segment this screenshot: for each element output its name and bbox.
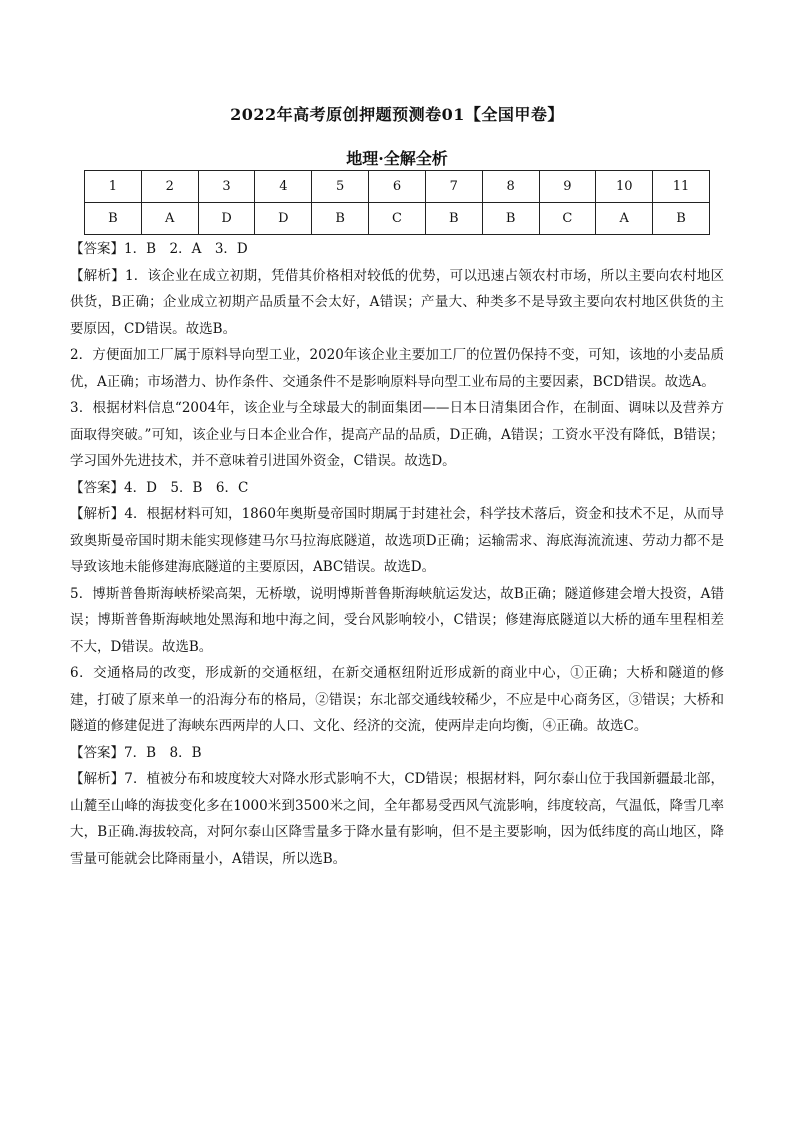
answer-line — [70, 475, 724, 502]
answer-table-answer-row — [85, 203, 710, 235]
question-number: 7 — [425, 171, 482, 203]
answer-label: 【答案】 — [70, 479, 124, 496]
page-subtitle: 地理·全解全析 — [346, 149, 448, 168]
answer-cell: B — [425, 203, 482, 235]
question-number: 6 — [369, 171, 426, 203]
analysis-text: 6．交通格局的改变，形成新的交通枢纽，在新交通枢纽附近形成新的商业中心，①正确；大桥和隧道的修建，打破了原来单一的沿海分布的格局，②错误；东北部交通线较稀少，不应是中心商务区，③错误；大桥和隧道的修建促进了海峡东西两岸的人口、文化、经济的交流，使两岸走向均衡，④正确。故选C。 — [70, 665, 724, 734]
analysis-label: 【解析】 — [70, 506, 125, 522]
analysis-paragraph — [70, 766, 724, 872]
answer-table-number-row — [85, 171, 710, 203]
answer-text: 1．B 2．A 3．D — [124, 241, 248, 257]
answer-cell: B — [653, 203, 710, 235]
analysis-paragraph — [70, 263, 724, 343]
question-number: 5 — [312, 171, 369, 203]
analysis-paragraph — [70, 501, 724, 581]
question-number: 10 — [596, 171, 653, 203]
question-number: 9 — [539, 171, 596, 203]
analysis-text: 2．方便面加工厂属于原料导向型工业，2020年该企业主要加工厂的位置仍保持不变，可知，该地的小麦品质优，A正确；市场潜力、协作条件、交通条件不是影响原料导向型工业布局的主要因素，BCD错误。故选A。 — [70, 347, 724, 390]
analysis-label: 【解析】 — [70, 771, 125, 787]
analysis-text: 4．根据材料可知，1860年奥斯曼帝国时期属于封建社会，科学技术落后，资金和技术不足，从而导致奥斯曼帝国时期未能实现修建马尔马拉海底隧道，故选项D正确；运输需求、海底海流流速、劳动力都不是导致该地未能修建海底隧道的主要原因，ABC错误。故选D。 — [70, 506, 724, 575]
answer-table — [84, 170, 710, 235]
answer-cell: D — [198, 203, 255, 235]
answer-line — [70, 740, 724, 767]
answer-cell: C — [539, 203, 596, 235]
analysis-paragraph — [70, 581, 724, 661]
analysis-paragraph — [70, 395, 724, 475]
analysis-paragraph — [70, 342, 724, 395]
answer-cell: A — [596, 203, 653, 235]
analysis-text: 3．根据材料信息“2004年，该企业与全球最大的制面集团——日本日清集团合作，在制面、调味以及营养方面取得突破。”可知，该企业与日本企业合作，提高产品的品质，D正确，A错误；工资水平没有降低，B错误；学习国外先进技术，并不意味着引进国外资金，C错误。故选D。 — [70, 400, 724, 469]
answer-text: 7．B 8．B — [124, 744, 202, 761]
question-number: 2 — [141, 171, 198, 203]
answer-cell: A — [141, 203, 198, 235]
question-number: 11 — [653, 171, 710, 203]
answer-cell: D — [255, 203, 312, 235]
analysis-text: 1．该企业在成立初期，凭借其价格相对较低的优势，可以迅速占领农村市场，所以主要向农村地区供货，B正确；企业成立初期产品质量不会太好，A错误；产量大、种类多不是导致主要向农村地区供货的主要原因，CD错误。故选B。 — [70, 267, 725, 337]
question-number: 3 — [198, 171, 255, 203]
answer-cell: B — [312, 203, 369, 235]
question-number: 8 — [482, 171, 539, 203]
answer-label: 【答案】 — [70, 744, 124, 761]
question-number: 1 — [85, 171, 142, 203]
analysis-text: 7．植被分布和坡度较大对降水形式影响不大，CD错误；根据材料，阿尔泰山位于我国新疆最北部，山麓至山峰的海拔变化多在1000米到3500米之间，全年都易受西风气流影响，纬度较高，气温低，降雪几率大，B正确.海拔较高，对阿尔泰山区降雪量多于降水量有影响，但不是主要影响，因为低纬度的高山地区，降雪量可能就会比降雨量小，A错误，所以选B。 — [70, 771, 724, 867]
explanation-body — [70, 236, 724, 872]
analysis-label: 【解析】 — [70, 267, 125, 284]
analysis-paragraph — [70, 660, 724, 740]
page-title: 2022年高考原创押题预测卷01【全国甲卷】 — [230, 105, 564, 124]
answer-label: 【答案】 — [70, 241, 124, 257]
answer-cell: B — [482, 203, 539, 235]
question-number: 4 — [255, 171, 312, 203]
answer-cell: B — [85, 203, 142, 235]
answer-line — [70, 236, 724, 263]
answer-cell: C — [369, 203, 426, 235]
answer-text: 4．D 5．B 6．C — [124, 479, 249, 496]
analysis-text: 5．博斯普鲁斯海峡桥梁高架，无桥墩，说明博斯普鲁斯海峡航运发达，故B正确；隧道修建会增大投资，A错误；博斯普鲁斯海峡地处黑海和地中海之间，受台风影响较小，C错误；修建海底隧道以大桥的通车里程相差不大，D错误。故选B。 — [70, 585, 724, 655]
